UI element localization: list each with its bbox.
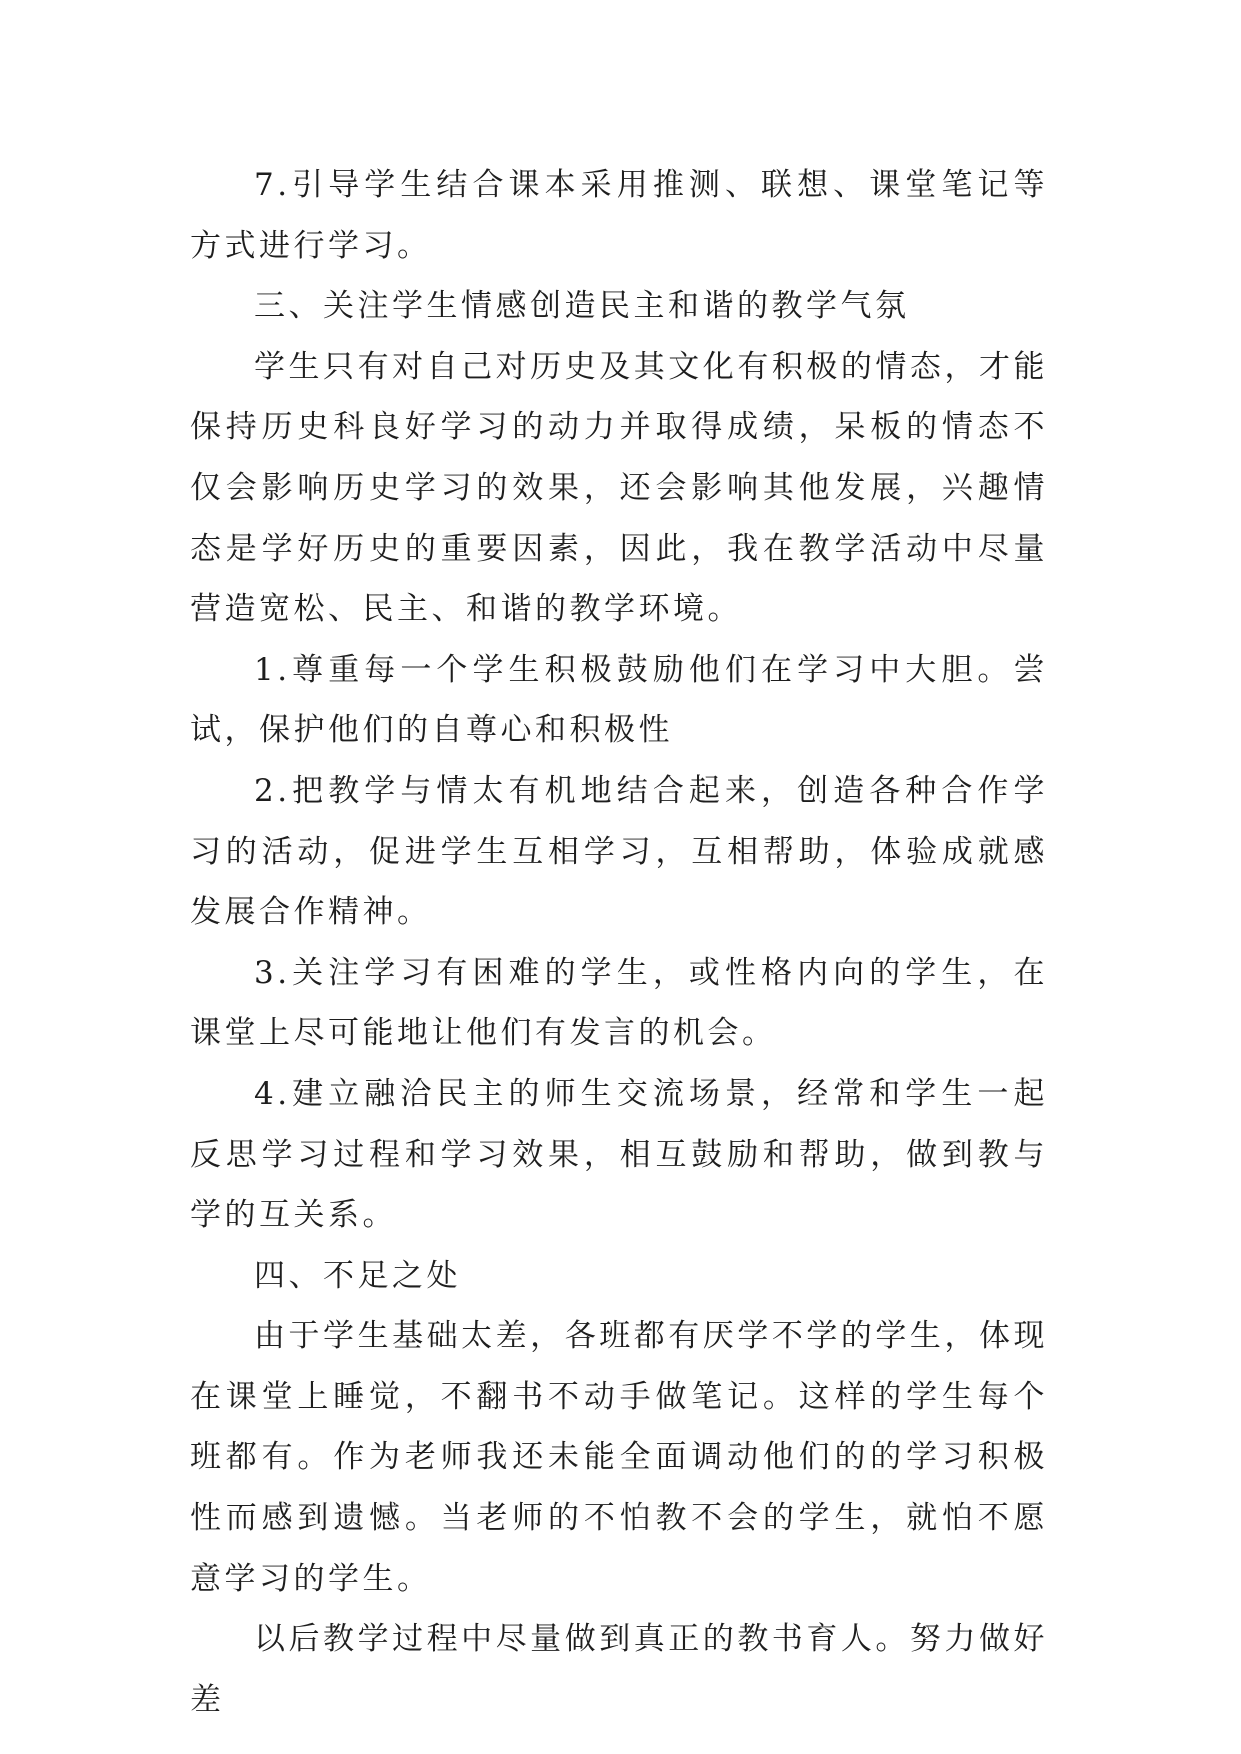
list-item-2: 2.把教学与情太有机地结合起来，创造各种合作学习的活动，促进学生互相学习，互相帮助，体验成就感发展合作精神。 [190, 772, 1048, 931]
paragraph-emotion-intro: 学生只有对自己对历史及其文化有积极的情态，才能保持历史科良好学习的动力并取得成绩，呆板的情态不仅会影响历史学习的效果，还会影响其他发展，兴趣情态是学好历史的重要因素，因此，我在教学活动中尽量营造宽松、民主、和谐的教学环境。 [190, 348, 1048, 628]
paragraph-item-7: 7.引导学生结合课本采用推测、联想、课堂笔记等方式进行学习。 [190, 167, 1048, 264]
list-item-3: 3.关注学习有困难的学生，或性格内向的学生，在课堂上尽可能地让他们有发言的机会。 [190, 954, 1048, 1052]
section-heading-4: 四、不足之处 [254, 1257, 461, 1294]
section-heading-3: 三、关注学生情感创造民主和谐的教学气氛 [254, 288, 910, 325]
document-body [190, 155, 1048, 1730]
list-item-4: 4.建立融洽民主的师生交流场景，经常和学生一起反思学习过程和学习效果，相互鼓励和帮助，做到教与学的互关系。 [190, 1075, 1048, 1234]
paragraph-future: 以后教学过程中尽量做到真正的教书育人。努力做好差 [190, 1621, 1048, 1718]
paragraph-shortcomings: 由于学生基础太差，各班都有厌学不学的学生，体现在课堂上睡觉，不翻书不动手做笔记。这样的学生每个班都有。作为老师我还未能全面调动他们的的学习积极性而感到遗憾。当老师的不怕教不会的学生，就怕不愿意学习的学生。 [190, 1318, 1048, 1597]
list-item-1: 1.尊重每一个学生积极鼓励他们在学习中大胆。尝试，保护他们的自尊心和积极性 [190, 651, 1048, 749]
